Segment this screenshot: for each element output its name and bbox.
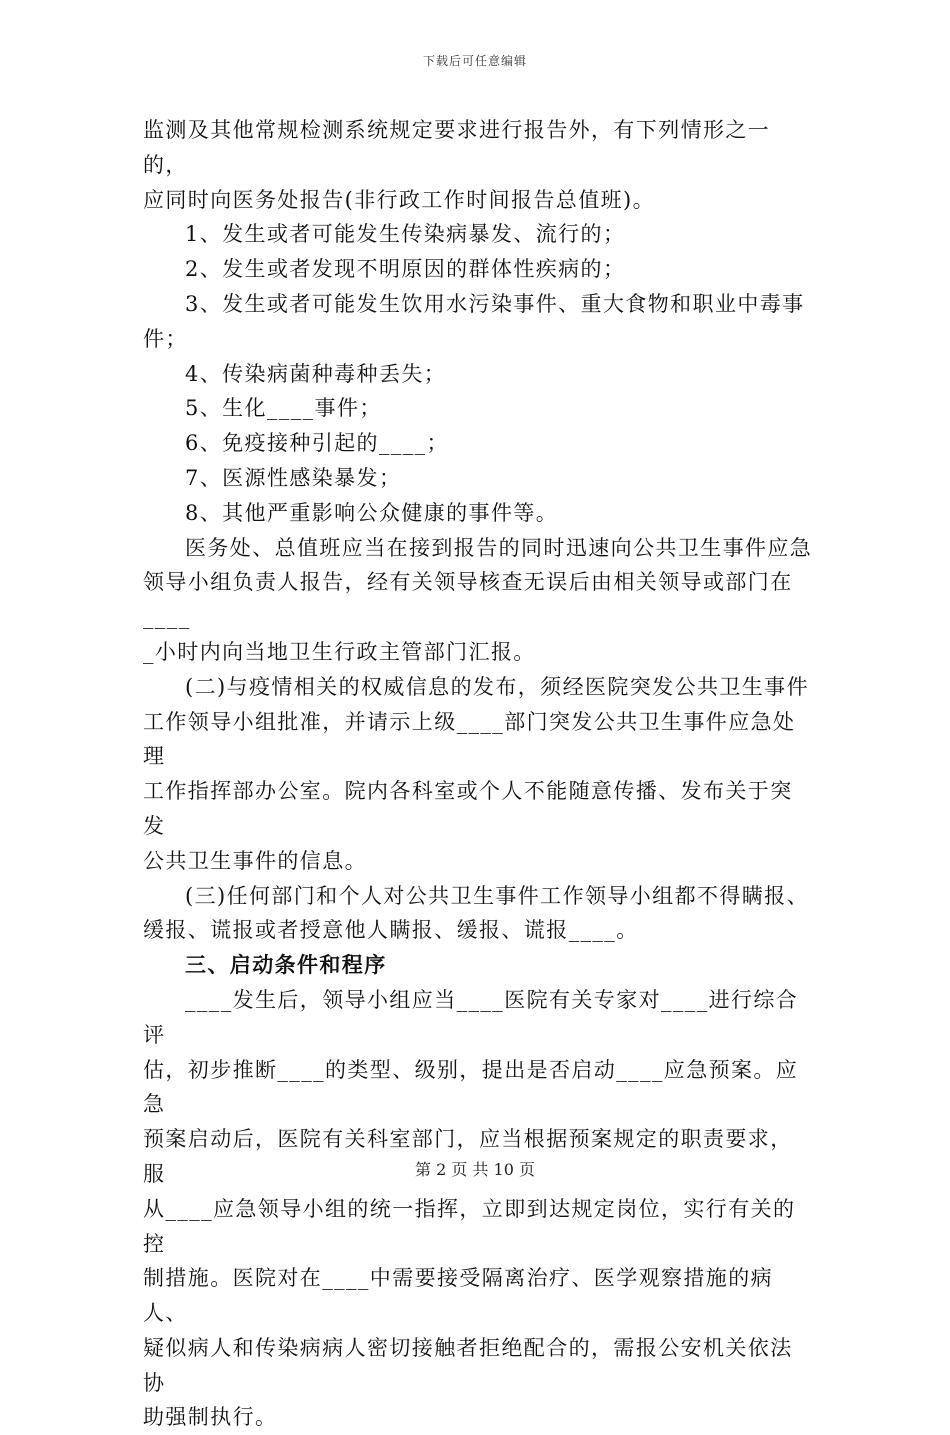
text-line: ____发生后，领导小组应当____医院有关专家对____进行综合评 <box>143 987 799 1047</box>
document-body <box>143 113 813 1435</box>
text-line: 医务处、总值班应当在接到报告的同时迅速向公共卫生事件应急 <box>185 535 813 560</box>
list-item: 4、传染病菌种毒种丢失； <box>185 361 447 386</box>
text-line: 从____应急领导小组的统一指挥，立即到达规定岗位，实行有关的控 <box>143 1196 796 1256</box>
text-line: 工作领导小组批准，并请示上级____部门突发公共卫生事件应急处理 <box>143 709 796 769</box>
text-line: 应同时向医务处报告(非行政工作时间报告总值班)。 <box>143 187 655 212</box>
list-item: 3、发生或者可能发生饮用水污染事件、重大食物和职业中毒事件； <box>143 291 805 351</box>
list-item: 1、发生或者可能发生传染病暴发、流行的； <box>185 222 626 247</box>
text-line: 助强制执行。 <box>143 1405 278 1430</box>
list-item: 7、医源性感染暴发； <box>185 465 402 490</box>
text-line: (二)与疫情相关的权威信息的发布，须经医院突发公共卫生事件 <box>185 674 809 699</box>
text-line: (三)任何部门和个人对公共卫生事件工作领导小组都不得瞒报、 <box>185 883 809 908</box>
text-line: 疑似病人和传染病病人密切接触者拒绝配合的，需报公安机关依法协 <box>143 1335 793 1395</box>
text-line: 制措施。医院对在____中需要接受隔离治疗、医学观察措施的病人、 <box>143 1266 773 1326</box>
list-item: 5、生化____事件； <box>185 396 382 421</box>
page-header-note: 下载后可任意编辑 <box>422 54 527 68</box>
text-line: 监测及其他常规检测系统规定要求进行报告外，有下列情形之一的， <box>143 118 771 177</box>
section-heading: 三、启动条件和程序 <box>185 952 387 978</box>
text-line: _小时内向当地卫生行政主管部门汇报。 <box>143 639 536 664</box>
list-item: 6、免疫接种引起的____； <box>185 431 449 456</box>
text-line: 领导小组负责人报告，经有关领导核查无误后由相关领导或部门在____ <box>143 570 793 630</box>
page-number: 第 2 页 共 10 页 <box>415 1160 535 1179</box>
text-line: 估，初步推断____的类型、级别，提出是否启动____应急预案。应急 <box>143 1057 799 1117</box>
list-item: 2、发生或者发现不明原因的群体性疾病的； <box>185 257 626 282</box>
text-line: 工作指挥部办公室。院内各科室或个人不能随意传播、发布关于突发 <box>143 779 793 838</box>
text-line: 缓报、谎报或者授意他人瞒报、缓报、谎报____。 <box>143 918 639 943</box>
list-item: 8、其他严重影响公众健康的事件等。 <box>185 500 559 525</box>
text-line: 预案启动后，医院有关科室部门，应当根据预案规定的职责要求，服 <box>143 1127 793 1186</box>
text-line: 公共卫生事件的信息。 <box>143 848 367 873</box>
